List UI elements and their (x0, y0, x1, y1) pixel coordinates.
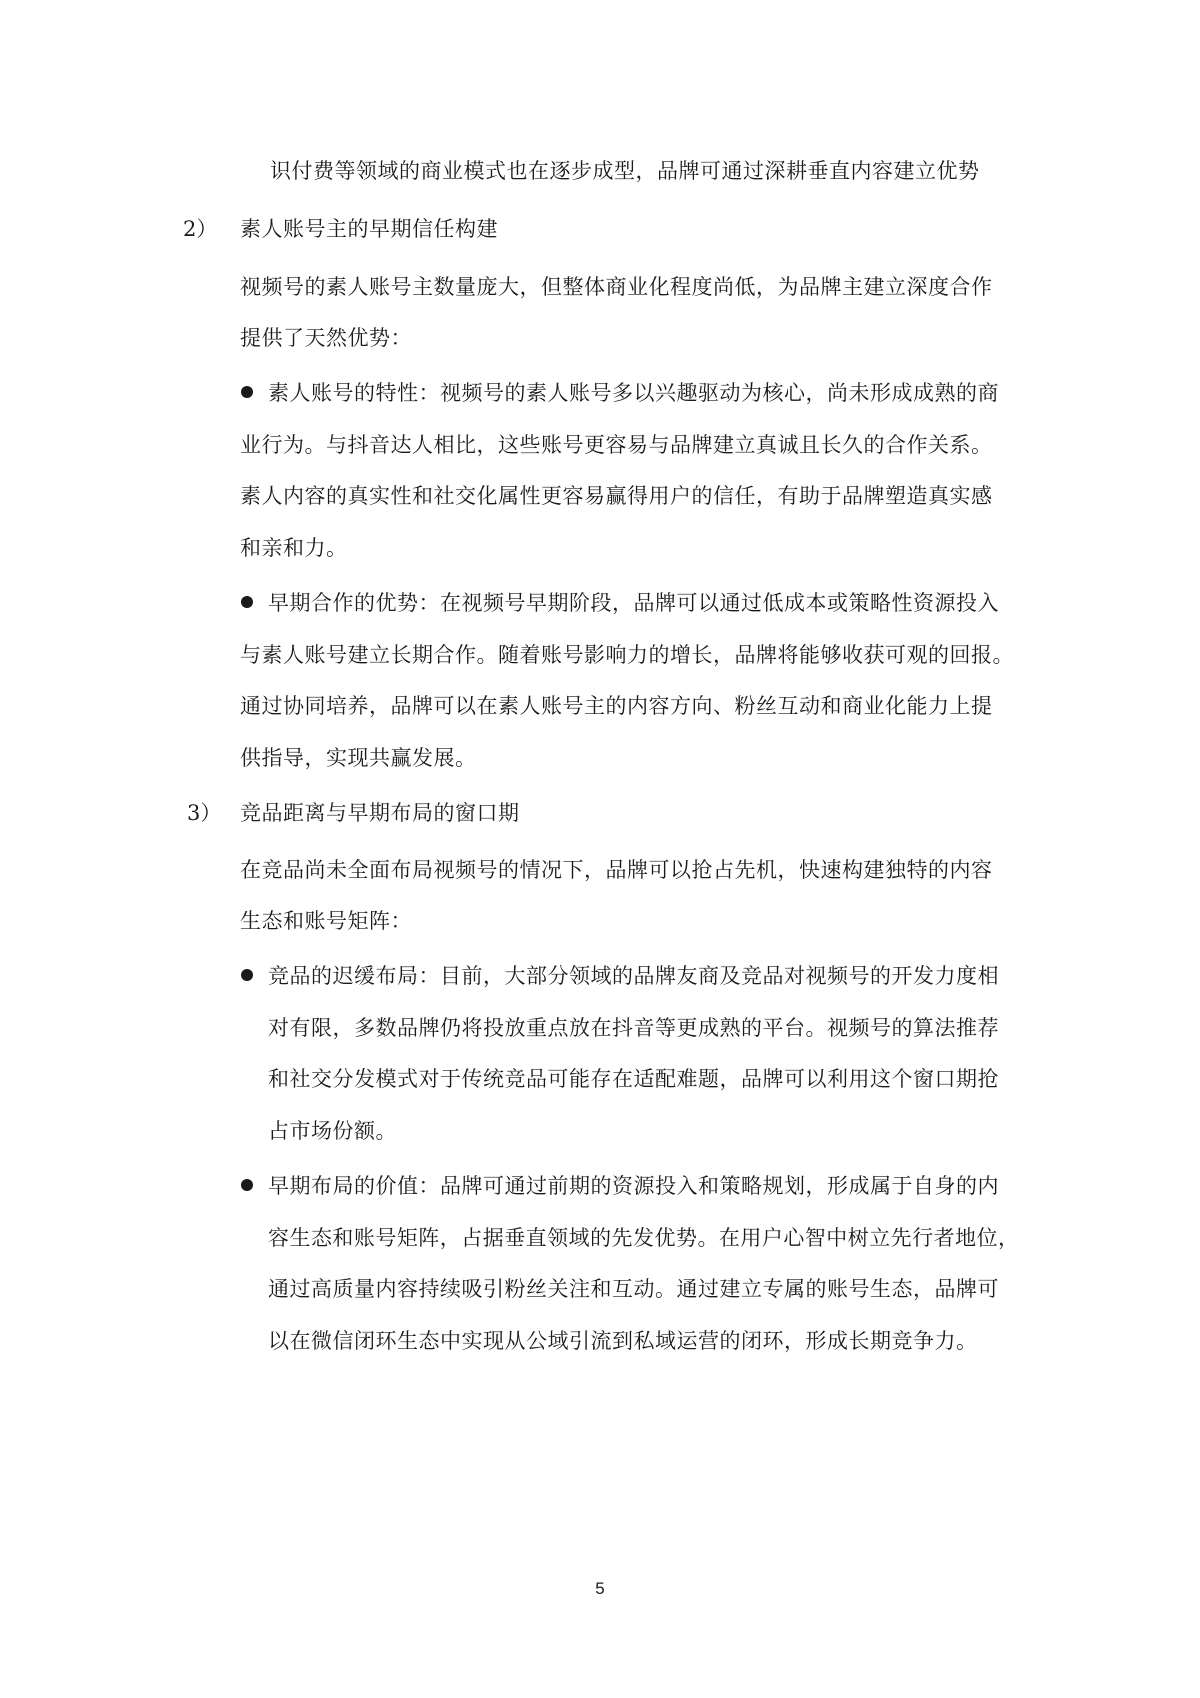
section-3-number: 3） (187, 801, 222, 825)
section-2-bullet-1-line-1: 素人账号的特性：视频号的素人账号多以兴趣驱动为核心，尚未形成成熟的商 (268, 381, 999, 405)
bullet-icon (241, 1179, 253, 1191)
section-2-bullet-2-line-3: 通过协同培养，品牌可以在素人账号主的内容方向、粉丝互动和商业化能力上提 (240, 694, 993, 718)
section-2-bullet-2-line-4: 供指导，实现共赢发展。 (240, 746, 477, 770)
section-2-bullet-2-line-1: 早期合作的优势：在视频号早期阶段，品牌可以通过低成本或策略性资源投入 (268, 591, 999, 615)
section-3-bullet-1-line-1: 竞品的迟缓布局：目前，大部分领域的品牌友商及竞品对视频号的开发力度相 (268, 964, 999, 988)
section-3-title: 竞品距离与早期布局的窗口期 (240, 801, 520, 825)
section-2-title: 素人账号主的早期信任构建 (240, 217, 498, 241)
section-2-number: 2） (183, 217, 218, 241)
intro-line: 识付费等领域的商业模式也在逐步成型，品牌可通过深耕垂直内容建立优势 (270, 159, 980, 183)
bullet-icon (241, 969, 253, 981)
bullet-icon (241, 596, 253, 608)
section-2-para-line-2: 提供了天然优势： (240, 326, 412, 350)
section-3-bullet-2-line-3: 通过高质量内容持续吸引粉丝关注和互动。通过建立专属的账号生态，品牌可 (268, 1277, 999, 1301)
section-2-bullet-1-line-3: 素人内容的真实性和社交化属性更容易赢得用户的信任，有助于品牌塑造真实感 (240, 484, 993, 508)
section-3-bullet-2-line-2: 容生态和账号矩阵，占据垂直领域的先发优势。在用户心智中树立先行者地位， (268, 1226, 1020, 1250)
section-2-bullet-2-line-2: 与素人账号建立长期合作。随着账号影响力的增长，品牌将能够收获可观的回报。 (240, 643, 1014, 667)
section-3-bullet-1-line-3: 和社交分发模式对于传统竞品可能存在适配难题，品牌可以利用这个窗口期抢 (268, 1067, 999, 1091)
section-3-bullet-1-line-4: 占市场份额。 (268, 1119, 397, 1143)
bullet-icon (241, 386, 253, 398)
section-3-bullet-2-line-4: 以在微信闭环生态中实现从公域引流到私域运营的闭环，形成长期竞争力。 (268, 1329, 978, 1353)
section-2-para-line-1: 视频号的素人账号主数量庞大，但整体商业化程度尚低，为品牌主建立深度合作 (240, 275, 993, 299)
section-2-bullet-1-line-2: 业行为。与抖音达人相比，这些账号更容易与品牌建立真诚且长久的合作关系。 (240, 433, 993, 457)
section-3-para-line-1: 在竞品尚未全面布局视频号的情况下，品牌可以抢占先机，快速构建独特的内容 (240, 858, 993, 882)
section-3-bullet-1-line-2: 对有限，多数品牌仍将投放重点放在抖音等更成熟的平台。视频号的算法推荐 (268, 1016, 999, 1040)
page-number: 5 (595, 1579, 605, 1598)
section-2-bullet-1-line-4: 和亲和力。 (240, 536, 348, 560)
section-3-bullet-2-line-1: 早期布局的价值：品牌可通过前期的资源投入和策略规划，形成属于自身的内 (268, 1174, 999, 1198)
section-3-para-line-2: 生态和账号矩阵： (240, 909, 412, 933)
